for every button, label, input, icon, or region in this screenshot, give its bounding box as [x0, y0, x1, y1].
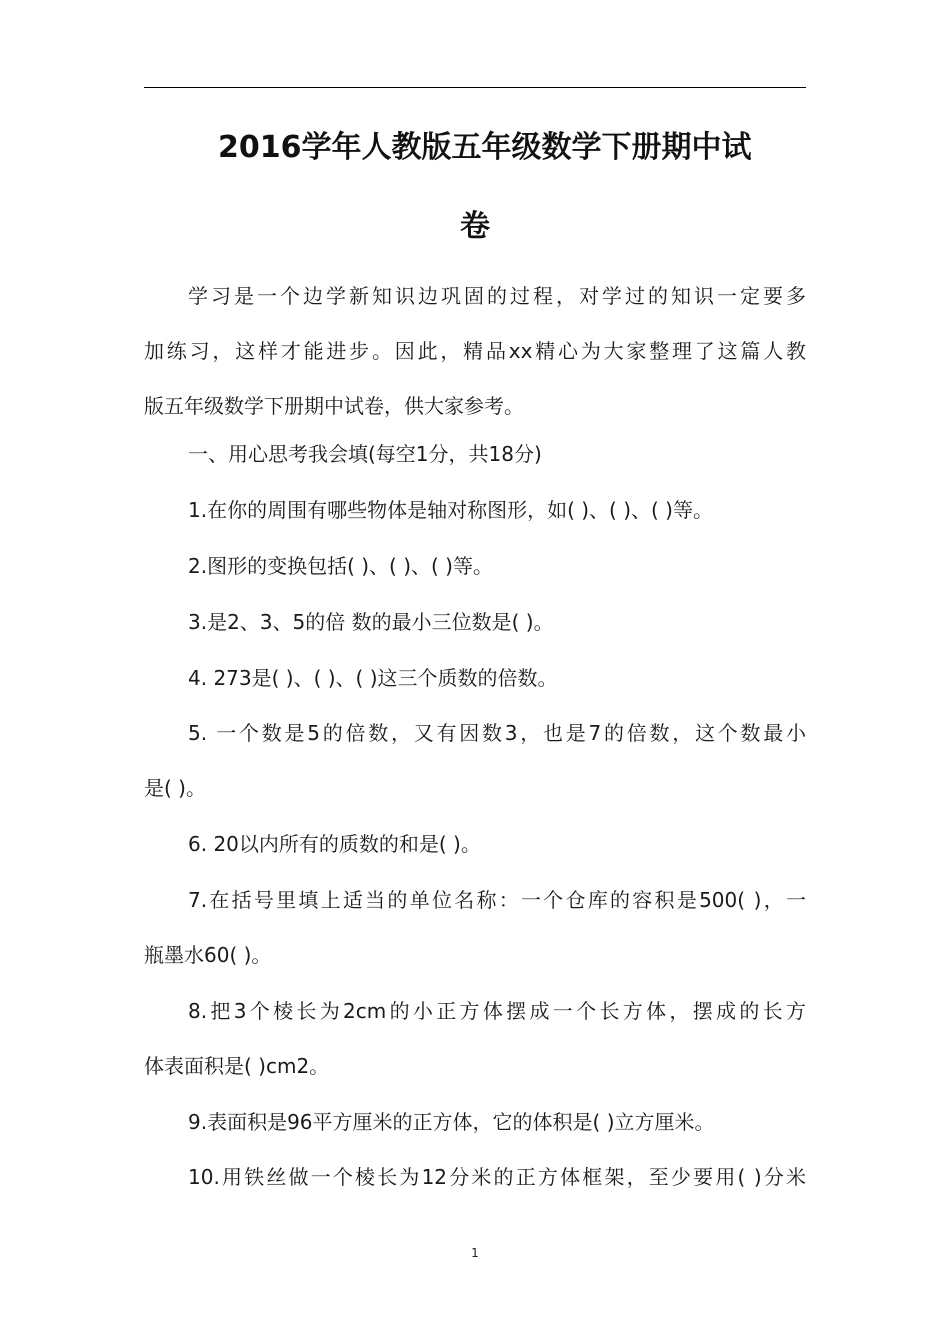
- question-8-line-1: 8.把3个棱长为2cm的小正方体摆成一个长方体，摆成的长方: [188, 999, 806, 1023]
- question-2: 2.图形的变换包括( )、( )、( )等。: [188, 554, 493, 578]
- question-1: 1.在你的周围有哪些物体是轴对称图形，如( )、( )、( )等。: [188, 498, 713, 522]
- question-5-line-2: 是( )。: [144, 776, 206, 800]
- question-10-line-1: 10.用铁丝做一个棱长为12分米的正方体框架，至少要用( )分米: [188, 1165, 806, 1189]
- section-heading: 一、用心思考我会填(每空1分，共18分): [188, 442, 542, 466]
- question-9: 9.表面积是96平方厘米的正方体，它的体积是( )立方厘米。: [188, 1110, 715, 1134]
- document-title-line-2: 卷: [460, 209, 490, 244]
- question-5-line-1: 5. 一个数是5的倍数，又有因数3，也是7的倍数，这个数最小: [188, 721, 806, 745]
- question-8-line-2: 体表面积是( )cm2。: [144, 1054, 330, 1078]
- question-7-line-2: 瓶墨水60( )。: [144, 943, 272, 967]
- question-6: 6. 20以内所有的质数的和是( )。: [188, 832, 481, 856]
- intro-paragraph-line-3: 版五年级数学下册期中试卷，供大家参考。: [144, 394, 524, 418]
- question-7-line-1: 7.在括号里填上适当的单位名称：一个仓库的容积是500( )，一: [188, 888, 806, 912]
- intro-paragraph-line-2: 加练习，这样才能进步。因此，精品xx精心为大家整理了这篇人教: [144, 339, 806, 363]
- question-4: 4. 273是( )、( )、( )这三个质数的倍数。: [188, 666, 558, 690]
- header-rule: [144, 87, 806, 88]
- question-3: 3.是2、3、5的倍 数的最小三位数是( )。: [188, 610, 554, 634]
- document-title-line-1: 2016学年人教版五年级数学下册期中试: [218, 130, 752, 165]
- page-number: 1: [471, 1246, 479, 1260]
- intro-paragraph-line-1: 学习是一个边学新知识边巩固的过程，对学过的知识一定要多: [188, 284, 806, 308]
